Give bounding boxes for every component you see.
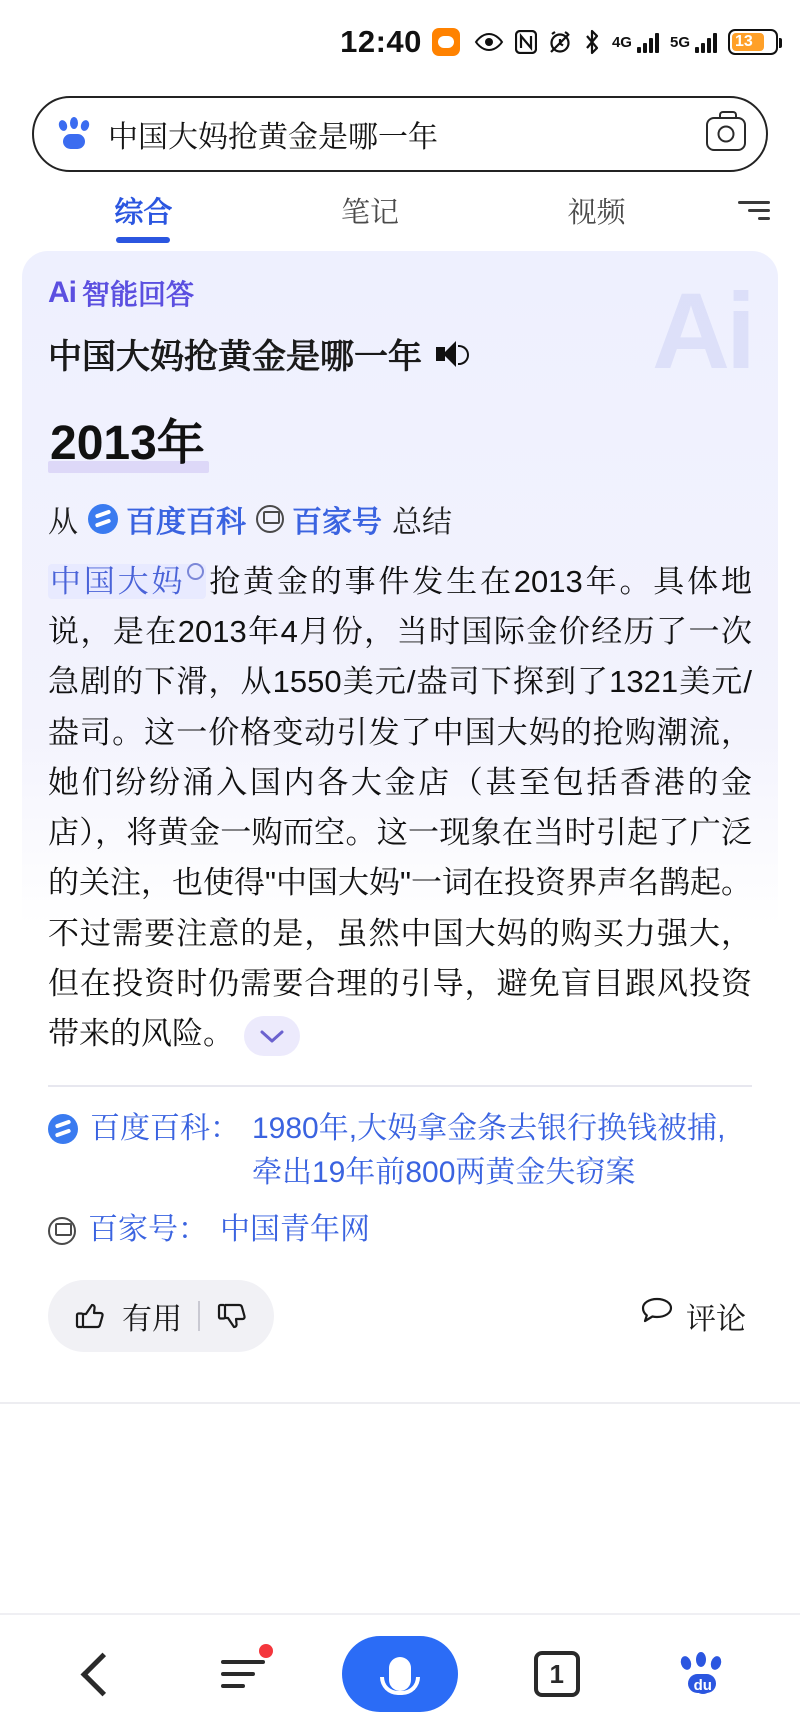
ai-badge-label: 智能回答 bbox=[82, 279, 195, 310]
source-link-baijiahao-label: 百家号 bbox=[292, 506, 382, 539]
camera-icon[interactable] bbox=[706, 117, 746, 151]
rating-pill bbox=[48, 1280, 274, 1352]
reference-title-baijiahao[interactable]: 中国青年网 bbox=[220, 1213, 370, 1247]
reference-title-baike[interactable]: 1980年,大妈拿金条去银行换钱被捕,牵出19年前800两黄金失窃案 bbox=[252, 1112, 726, 1189]
source-link-baijiahao[interactable] bbox=[256, 497, 382, 541]
search-bar[interactable] bbox=[32, 96, 768, 172]
status-bar bbox=[0, 0, 800, 84]
baijiahao-icon bbox=[48, 1208, 76, 1258]
source-prefix-label: 从 bbox=[48, 506, 78, 539]
reference-row-baijiahao[interactable] bbox=[48, 1208, 752, 1258]
filter-icon[interactable] bbox=[710, 201, 770, 236]
back-button[interactable] bbox=[52, 1628, 144, 1720]
ai-card-actions bbox=[48, 1280, 752, 1352]
comment-label: 评论 bbox=[686, 1302, 746, 1336]
useful-label[interactable]: 有用 bbox=[122, 1302, 182, 1336]
speaker-icon[interactable] bbox=[436, 339, 470, 369]
ai-answer-highlight: 2013年 bbox=[48, 404, 209, 475]
search-icon bbox=[187, 563, 204, 580]
network-4g-label: 4G bbox=[611, 33, 632, 51]
ai-question-row bbox=[48, 329, 752, 378]
entity-link-label: 中国大妈 bbox=[50, 564, 186, 599]
card-divider bbox=[48, 1085, 752, 1087]
reference-label-baike: 百度百科： bbox=[90, 1112, 240, 1146]
status-time: 12:40 bbox=[340, 24, 422, 59]
section-divider bbox=[0, 1402, 800, 1404]
ai-watermark: Ai bbox=[652, 270, 752, 391]
alarm-icon bbox=[548, 30, 572, 54]
voice-search-button[interactable] bbox=[342, 1636, 458, 1712]
tabs-count-label: 1 bbox=[534, 1651, 580, 1697]
back-chevron-icon bbox=[80, 1652, 124, 1696]
baidu-paw-icon bbox=[56, 116, 92, 152]
eye-icon bbox=[474, 32, 504, 52]
baidu-paw-icon: du bbox=[678, 1650, 726, 1698]
chevron-down-icon[interactable] bbox=[244, 1016, 300, 1056]
search-input[interactable]: 中国大妈抢黄金是哪一年 bbox=[108, 121, 438, 154]
ai-question-text: 中国大妈抢黄金是哪一年 bbox=[48, 338, 422, 376]
ai-mark-label: Ai bbox=[48, 276, 76, 309]
entity-link-zhongguodama[interactable] bbox=[48, 564, 206, 599]
baijiahao-icon bbox=[256, 505, 284, 533]
status-bar-center bbox=[340, 24, 460, 60]
comment-icon bbox=[640, 1296, 674, 1336]
tab-shipin[interactable]: 视频 bbox=[567, 197, 626, 229]
tab-bar bbox=[0, 172, 800, 247]
menu-button[interactable] bbox=[197, 1628, 289, 1720]
comment-button[interactable] bbox=[640, 1294, 752, 1338]
ai-badge bbox=[48, 273, 752, 313]
status-bar-right bbox=[474, 29, 778, 55]
reference-row-baike[interactable] bbox=[48, 1107, 752, 1194]
ai-sources-row bbox=[48, 497, 752, 541]
search-bar-container bbox=[0, 84, 800, 172]
tab-biji[interactable]: 笔记 bbox=[341, 197, 400, 229]
tabs-button[interactable] bbox=[511, 1628, 603, 1720]
ai-answer-paragraph: 抢黄金的事件发生在2013年。具体地说，是在2013年4月份，当时国际金价经历了一次急剧的下滑，从1550美元/盎司下探到了1321美元/盎司。这一价格变动引发了中国大妈的抢购潮流，她们纷纷涌入国内各大金店（甚至包括香港的金店），将黄金一购而空。这一现象在当时引起了广泛的关注，也使得"中国大妈"一词在投资界声名鹊起。不过需要注意的是，虽然中国大妈的购买力强大，但在投资时仍需要合理的引导，避免盲目跟风投资带来的风险。 bbox=[48, 564, 753, 1051]
thumb-down-icon[interactable] bbox=[216, 1300, 248, 1332]
notification-badge bbox=[259, 1644, 273, 1658]
profile-button[interactable] bbox=[656, 1628, 748, 1720]
battery-icon bbox=[728, 29, 778, 55]
baidu-baike-icon bbox=[88, 504, 118, 534]
ai-answer-card bbox=[22, 251, 778, 1376]
network-5g-label: 5G bbox=[669, 33, 690, 51]
battery-level: 13 bbox=[735, 33, 753, 50]
reference-label-baijiahao: 百家号： bbox=[88, 1213, 208, 1247]
signal-bars-5g-icon bbox=[695, 31, 717, 53]
signal-bars-4g-icon bbox=[637, 31, 659, 53]
source-suffix-label: 总结 bbox=[392, 506, 452, 539]
weibo-icon bbox=[432, 28, 460, 56]
nfc-icon bbox=[515, 30, 537, 54]
source-link-baike-label: 百度百科 bbox=[126, 506, 246, 539]
menu-icon bbox=[221, 1660, 265, 1688]
source-link-baike[interactable] bbox=[88, 497, 246, 541]
tab-zonghe[interactable]: 综合 bbox=[30, 190, 257, 247]
bottom-navigation-bar bbox=[0, 1613, 800, 1733]
rating-divider bbox=[198, 1301, 200, 1331]
baidu-baike-icon bbox=[48, 1107, 78, 1157]
ai-answer-body bbox=[48, 557, 752, 1059]
thumb-up-icon[interactable] bbox=[74, 1300, 106, 1332]
microphone-icon bbox=[389, 1657, 411, 1691]
bluetooth-icon bbox=[583, 29, 601, 55]
